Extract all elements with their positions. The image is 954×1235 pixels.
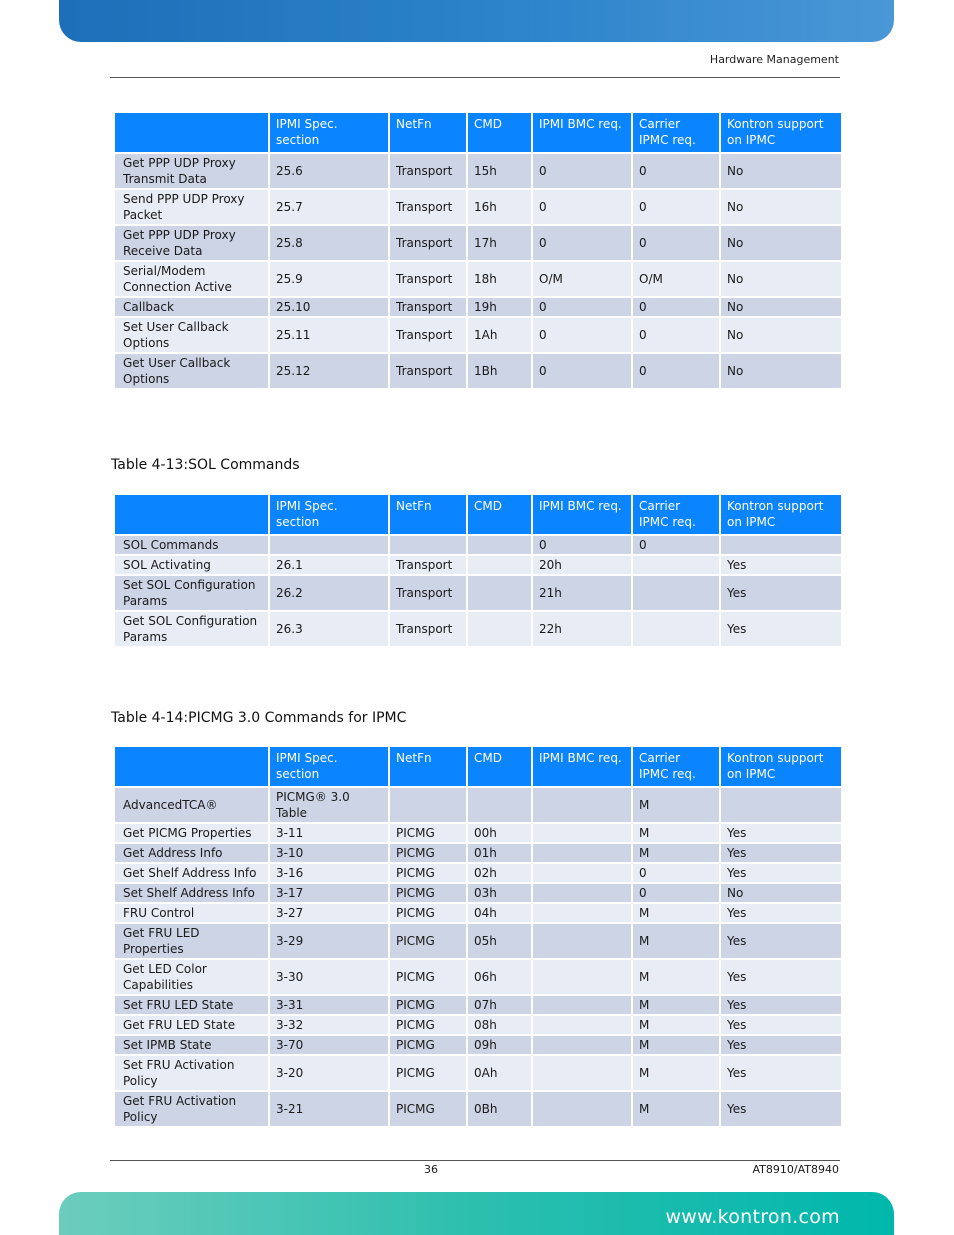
- table-row: [115, 226, 841, 260]
- table-cell: Yes: [721, 960, 841, 994]
- table-cell: PICMG: [390, 844, 466, 862]
- table-cell: 3-16: [270, 864, 388, 882]
- table-cell: 3-29: [270, 924, 388, 958]
- table-caption-sol: Table 4-13:SOL Commands: [111, 457, 300, 473]
- table-cell: M: [633, 1092, 719, 1126]
- table-cell: M: [633, 996, 719, 1014]
- table-row: [115, 960, 841, 994]
- table-cell: [468, 556, 531, 574]
- column-header: NetFn: [390, 747, 466, 786]
- table-cell: 3-20: [270, 1056, 388, 1090]
- table-cell: 3-17: [270, 884, 388, 902]
- picmg-commands-table: [113, 745, 843, 1128]
- table-cell: 0: [533, 354, 631, 388]
- table-cell: Yes: [721, 864, 841, 882]
- table-cell: 05h: [468, 924, 531, 958]
- command-name-cell: FRU Control: [115, 904, 268, 922]
- table-cell: [533, 884, 631, 902]
- table-cell: 19h: [468, 298, 531, 316]
- table-cell: Yes: [721, 1036, 841, 1054]
- table-row: [115, 1056, 841, 1090]
- header-rule: [110, 77, 840, 78]
- table-cell: 21h: [533, 576, 631, 610]
- table-cell: [533, 864, 631, 882]
- table-cell: Yes: [721, 1092, 841, 1126]
- command-name-cell: Set Shelf Address Info: [115, 884, 268, 902]
- table-row: [115, 536, 841, 554]
- table-cell: 0: [633, 884, 719, 902]
- command-name-cell: SOL Activating: [115, 556, 268, 574]
- command-name-cell: Get LED Color Capabilities: [115, 960, 268, 994]
- table-cell: [633, 612, 719, 646]
- table-cell: PICMG: [390, 1036, 466, 1054]
- command-name-cell: Get User Callback Options: [115, 354, 268, 388]
- table-cell: PICMG: [390, 924, 466, 958]
- column-header: NetFn: [390, 495, 466, 534]
- table-cell: 17h: [468, 226, 531, 260]
- command-name-cell: Get FRU LED State: [115, 1016, 268, 1034]
- table-cell: 3-30: [270, 960, 388, 994]
- table-row: [115, 190, 841, 224]
- table-cell: 0: [533, 536, 631, 554]
- table-cell: [533, 824, 631, 842]
- table-cell: [390, 536, 466, 554]
- table-row: [115, 996, 841, 1014]
- table-cell: [533, 960, 631, 994]
- table-cell: 3-10: [270, 844, 388, 862]
- command-name-cell: Get PICMG Properties: [115, 824, 268, 842]
- table-cell: [721, 788, 841, 822]
- table-cell: O/M: [633, 262, 719, 296]
- table-cell: 25.11: [270, 318, 388, 352]
- table-cell: [721, 536, 841, 554]
- table-cell: [533, 1036, 631, 1054]
- table-cell: 20h: [533, 556, 631, 574]
- table-cell: 26.1: [270, 556, 388, 574]
- table-cell: 16h: [468, 190, 531, 224]
- command-name-cell: Get SOL Configuration Params: [115, 612, 268, 646]
- table-header-row: [115, 747, 841, 786]
- table-cell: 25.9: [270, 262, 388, 296]
- command-name-cell: Get Address Info: [115, 844, 268, 862]
- table-cell: Yes: [721, 1016, 841, 1034]
- table-cell: 0: [533, 298, 631, 316]
- ipmi-commands-table: [113, 111, 843, 390]
- column-header: Kontron support on IPMC: [721, 113, 841, 152]
- column-header: [115, 495, 268, 534]
- table-row: [115, 1036, 841, 1054]
- table-cell: PICMG: [390, 884, 466, 902]
- table-cell: 0: [633, 864, 719, 882]
- column-header: IPMI Spec. section: [270, 747, 388, 786]
- table-cell: PICMG® 3.0 Table: [270, 788, 388, 822]
- table-cell: Transport: [390, 226, 466, 260]
- table-cell: 3-27: [270, 904, 388, 922]
- table-cell: 26.2: [270, 576, 388, 610]
- table-cell: PICMG: [390, 824, 466, 842]
- table-cell: Yes: [721, 924, 841, 958]
- table-row: [115, 1016, 841, 1034]
- table-row: [115, 262, 841, 296]
- table-row: [115, 924, 841, 958]
- table-cell: 25.10: [270, 298, 388, 316]
- table-cell: 1Ah: [468, 318, 531, 352]
- table-cell: 25.6: [270, 154, 388, 188]
- command-name-cell: SOL Commands: [115, 536, 268, 554]
- column-header: [115, 747, 268, 786]
- column-header: Carrier IPMC req.: [633, 113, 719, 152]
- table-cell: Yes: [721, 996, 841, 1014]
- table-cell: Transport: [390, 298, 466, 316]
- table-cell: [633, 556, 719, 574]
- command-name-cell: Send PPP UDP Proxy Packet: [115, 190, 268, 224]
- table-cell: 03h: [468, 884, 531, 902]
- table-cell: Yes: [721, 556, 841, 574]
- table-cell: M: [633, 1016, 719, 1034]
- table-cell: Yes: [721, 1056, 841, 1090]
- column-header: [115, 113, 268, 152]
- table-cell: [533, 844, 631, 862]
- table-cell: 3-21: [270, 1092, 388, 1126]
- table-cell: M: [633, 824, 719, 842]
- table-cell: M: [633, 904, 719, 922]
- table-cell: Transport: [390, 318, 466, 352]
- table-cell: 0: [633, 190, 719, 224]
- column-header: Kontron support on IPMC: [721, 495, 841, 534]
- table-cell: 0: [633, 298, 719, 316]
- command-name-cell: Set SOL Configuration Params: [115, 576, 268, 610]
- table-caption-picmg: Table 4-14:PICMG 3.0 Commands for IPMC: [111, 710, 407, 726]
- command-name-cell: Get FRU LED Properties: [115, 924, 268, 958]
- table-cell: [533, 1056, 631, 1090]
- table-cell: 07h: [468, 996, 531, 1014]
- table-cell: No: [721, 318, 841, 352]
- table-cell: 0: [633, 318, 719, 352]
- table-cell: M: [633, 1056, 719, 1090]
- table-cell: 3-32: [270, 1016, 388, 1034]
- column-header: Carrier IPMC req.: [633, 495, 719, 534]
- table-cell: 0Bh: [468, 1092, 531, 1126]
- command-name-cell: Get PPP UDP Proxy Transmit Data: [115, 154, 268, 188]
- table-row: [115, 318, 841, 352]
- table-cell: Yes: [721, 824, 841, 842]
- table-cell: Transport: [390, 556, 466, 574]
- table-cell: [533, 1092, 631, 1126]
- column-header: Carrier IPMC req.: [633, 747, 719, 786]
- table-cell: 0: [633, 536, 719, 554]
- table-cell: No: [721, 298, 841, 316]
- command-name-cell: AdvancedTCA®: [115, 788, 268, 822]
- table-cell: 04h: [468, 904, 531, 922]
- column-header: IPMI Spec. section: [270, 495, 388, 534]
- table-cell: 26.3: [270, 612, 388, 646]
- table-cell: [533, 788, 631, 822]
- table-cell: [468, 536, 531, 554]
- column-header: Kontron support on IPMC: [721, 747, 841, 786]
- table-row: [115, 1092, 841, 1126]
- table-cell: No: [721, 262, 841, 296]
- table-cell: 08h: [468, 1016, 531, 1034]
- table-cell: [468, 788, 531, 822]
- sol-commands-table: [113, 493, 843, 648]
- table-row: [115, 354, 841, 388]
- table-cell: 0: [533, 318, 631, 352]
- table-cell: 3-31: [270, 996, 388, 1014]
- table-row: [115, 844, 841, 862]
- table-cell: 25.7: [270, 190, 388, 224]
- table-row: [115, 576, 841, 610]
- table-cell: PICMG: [390, 1056, 466, 1090]
- product-name: AT8910/AT8940: [752, 1163, 839, 1176]
- table-header-row: [115, 113, 841, 152]
- table-row: [115, 904, 841, 922]
- table-cell: No: [721, 154, 841, 188]
- command-name-cell: Set FRU Activation Policy: [115, 1056, 268, 1090]
- table-cell: M: [633, 1036, 719, 1054]
- table-cell: PICMG: [390, 1016, 466, 1034]
- table-cell: 1Bh: [468, 354, 531, 388]
- command-name-cell: Get Shelf Address Info: [115, 864, 268, 882]
- table-cell: [468, 576, 531, 610]
- table-cell: [533, 996, 631, 1014]
- command-name-cell: Set FRU LED State: [115, 996, 268, 1014]
- table-cell: Transport: [390, 354, 466, 388]
- table-row: [115, 612, 841, 646]
- table-cell: Transport: [390, 190, 466, 224]
- footer-rule: [110, 1160, 840, 1161]
- table-cell: 0: [533, 154, 631, 188]
- table-cell: 25.8: [270, 226, 388, 260]
- table-cell: Transport: [390, 154, 466, 188]
- table-cell: Transport: [390, 262, 466, 296]
- table-cell: 0: [533, 190, 631, 224]
- table-cell: M: [633, 960, 719, 994]
- table-header-row: [115, 495, 841, 534]
- command-name-cell: Get PPP UDP Proxy Receive Data: [115, 226, 268, 260]
- table-cell: 0: [633, 226, 719, 260]
- table-cell: 09h: [468, 1036, 531, 1054]
- table-cell: 15h: [468, 154, 531, 188]
- table-cell: 0: [633, 354, 719, 388]
- table-cell: [468, 612, 531, 646]
- table-cell: O/M: [533, 262, 631, 296]
- column-header: CMD: [468, 495, 531, 534]
- table-cell: 3-11: [270, 824, 388, 842]
- table-cell: Yes: [721, 576, 841, 610]
- table-cell: PICMG: [390, 864, 466, 882]
- table-cell: No: [721, 884, 841, 902]
- column-header: CMD: [468, 747, 531, 786]
- table-cell: Yes: [721, 904, 841, 922]
- command-name-cell: Callback: [115, 298, 268, 316]
- table-cell: No: [721, 354, 841, 388]
- table-row: [115, 788, 841, 822]
- table-cell: Yes: [721, 612, 841, 646]
- table-cell: [390, 788, 466, 822]
- command-name-cell: Serial/Modem Connection Active: [115, 262, 268, 296]
- column-header: IPMI BMC req.: [533, 113, 631, 152]
- table-cell: 3-70: [270, 1036, 388, 1054]
- column-header: IPMI Spec. section: [270, 113, 388, 152]
- table-cell: 02h: [468, 864, 531, 882]
- section-title: Hardware Management: [709, 53, 839, 66]
- column-header: IPMI BMC req.: [533, 747, 631, 786]
- table-cell: [633, 576, 719, 610]
- table-row: [115, 884, 841, 902]
- column-header: IPMI BMC req.: [533, 495, 631, 534]
- table-cell: PICMG: [390, 996, 466, 1014]
- column-header: CMD: [468, 113, 531, 152]
- table-row: [115, 154, 841, 188]
- page-number: 36: [424, 1163, 438, 1176]
- table-cell: 0: [533, 226, 631, 260]
- table-cell: No: [721, 226, 841, 260]
- table-row: [115, 298, 841, 316]
- table-cell: M: [633, 788, 719, 822]
- table-cell: PICMG: [390, 1092, 466, 1126]
- table-cell: [270, 536, 388, 554]
- table-cell: 00h: [468, 824, 531, 842]
- table-cell: No: [721, 190, 841, 224]
- table-cell: PICMG: [390, 960, 466, 994]
- table-cell: [533, 1016, 631, 1034]
- command-name-cell: Set User Callback Options: [115, 318, 268, 352]
- table-row: [115, 824, 841, 842]
- table-cell: Yes: [721, 844, 841, 862]
- table-cell: 01h: [468, 844, 531, 862]
- table-cell: M: [633, 844, 719, 862]
- table-cell: 0: [633, 154, 719, 188]
- table-cell: [533, 924, 631, 958]
- top-banner: [59, 0, 894, 42]
- table-cell: 18h: [468, 262, 531, 296]
- table-cell: 0Ah: [468, 1056, 531, 1090]
- command-name-cell: Set IPMB State: [115, 1036, 268, 1054]
- table-cell: 06h: [468, 960, 531, 994]
- table-row: [115, 556, 841, 574]
- table-cell: M: [633, 924, 719, 958]
- table-row: [115, 864, 841, 882]
- column-header: NetFn: [390, 113, 466, 152]
- table-cell: Transport: [390, 576, 466, 610]
- table-cell: PICMG: [390, 904, 466, 922]
- table-cell: 22h: [533, 612, 631, 646]
- table-cell: [533, 904, 631, 922]
- command-name-cell: Get FRU Activation Policy: [115, 1092, 268, 1126]
- website-link[interactable]: www.kontron.com: [665, 1206, 840, 1228]
- table-cell: Transport: [390, 612, 466, 646]
- table-cell: 25.12: [270, 354, 388, 388]
